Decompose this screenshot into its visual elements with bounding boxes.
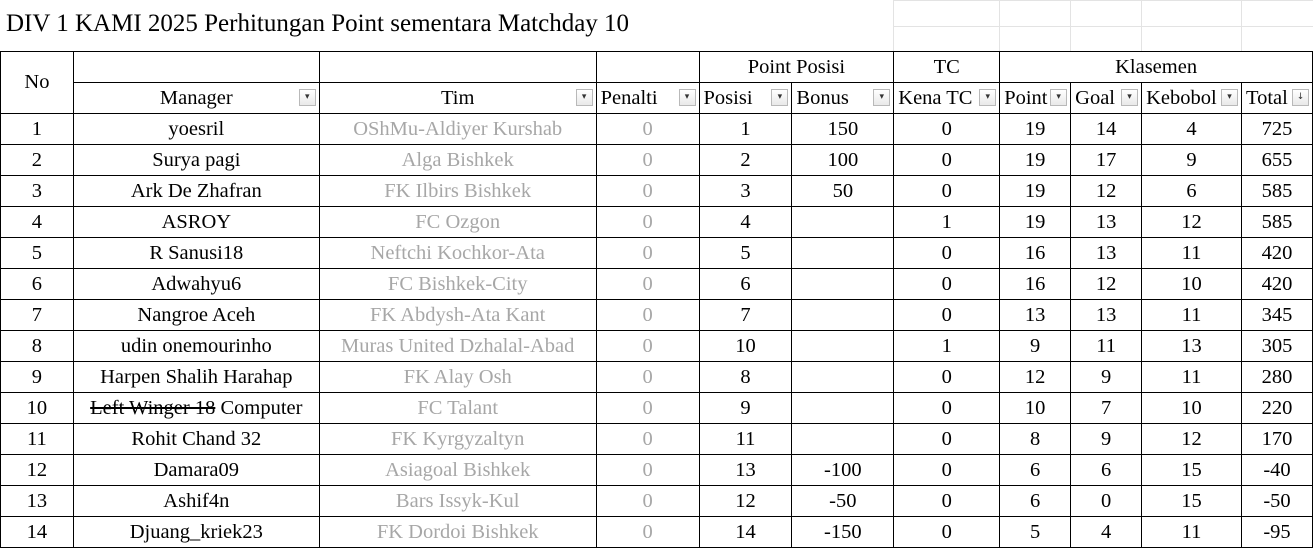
header-blank-manager — [73, 52, 319, 83]
cell-kena-tc[interactable]: 1 — [894, 331, 1000, 362]
cell-kebobol[interactable]: 11 — [1142, 362, 1242, 393]
cell-goal[interactable]: 17 — [1071, 145, 1142, 176]
cell-goal[interactable]: 9 — [1071, 424, 1142, 455]
header-penalti — [596, 83, 699, 114]
cell-bonus[interactable]: 150 — [792, 114, 894, 145]
cell-bonus[interactable]: 100 — [792, 145, 894, 176]
cell-total[interactable]: -50 — [1241, 486, 1312, 517]
group-header-row — [1, 52, 1313, 83]
cell-no[interactable]: 5 — [1, 238, 74, 269]
header-blank-tim — [319, 52, 596, 83]
cell-total[interactable]: 420 — [1241, 238, 1312, 269]
cell-posisi[interactable]: 7 — [699, 300, 792, 331]
table-row — [1, 424, 1313, 455]
cell-kena-tc[interactable]: 0 — [894, 238, 1000, 269]
cell-penalti[interactable]: 0 — [596, 176, 699, 207]
cell-point[interactable]: 9 — [1000, 331, 1071, 362]
cell-tim[interactable]: FK Kyrgyzaltyn — [319, 424, 596, 455]
filter-dropdown-icon[interactable]: ▾ — [873, 89, 890, 106]
cell-kena-tc[interactable]: 1 — [894, 207, 1000, 238]
cell-bonus[interactable] — [792, 238, 894, 269]
cell-total[interactable]: 655 — [1241, 145, 1312, 176]
cell-total[interactable]: 220 — [1241, 393, 1312, 424]
cell-manager[interactable]: Surya pagi — [73, 145, 319, 176]
filter-dropdown-icon[interactable]: ▾ — [1050, 89, 1067, 106]
cell-kebobol[interactable]: 15 — [1142, 455, 1242, 486]
cell-goal[interactable]: 4 — [1071, 517, 1142, 548]
cell-bonus[interactable] — [792, 362, 894, 393]
cell-point[interactable]: 6 — [1000, 455, 1071, 486]
cell-penalti[interactable]: 0 — [596, 517, 699, 548]
header-kebobol-label: Kebobol — [1146, 86, 1217, 109]
table-row — [1, 331, 1313, 362]
header-manager-label: Manager — [159, 86, 233, 109]
cell-kebobol[interactable]: 6 — [1142, 176, 1242, 207]
table-row — [1, 486, 1313, 517]
table-row — [1, 114, 1313, 145]
header-kena-tc-label: Kena TC — [898, 86, 973, 109]
standings-table — [0, 51, 1313, 548]
cell-penalti[interactable]: 0 — [596, 300, 699, 331]
header-point — [1000, 83, 1071, 114]
header-blank-penalti — [596, 52, 699, 83]
cell-kena-tc[interactable]: 0 — [894, 114, 1000, 145]
cell-kebobol[interactable]: 13 — [1142, 331, 1242, 362]
filter-dropdown-icon[interactable]: ▾ — [1121, 89, 1138, 106]
cell-kena-tc[interactable]: 0 — [894, 269, 1000, 300]
table-row — [1, 362, 1313, 393]
cell-tim[interactable]: Muras United Dzhalal-Abad — [319, 331, 596, 362]
manager-name: Computer — [220, 396, 303, 419]
cell-posisi[interactable]: 13 — [699, 455, 792, 486]
cell-manager[interactable]: udin onemourinho — [73, 331, 319, 362]
header-tim — [319, 83, 596, 114]
header-manager — [73, 83, 319, 114]
filter-dropdown-icon[interactable]: ▾ — [576, 89, 593, 106]
cell-tim[interactable]: Neftchi Kochkor-Ata — [319, 238, 596, 269]
table-body — [1, 114, 1313, 548]
cell-point[interactable]: 19 — [1000, 176, 1071, 207]
cell-total[interactable]: 280 — [1241, 362, 1312, 393]
cell-no[interactable]: 10 — [1, 393, 74, 424]
cell-bonus[interactable] — [792, 269, 894, 300]
table-row — [1, 269, 1313, 300]
cell-tim[interactable]: FC Bishkek-City — [319, 269, 596, 300]
header-goal — [1071, 83, 1142, 114]
cell-posisi[interactable]: 11 — [699, 424, 792, 455]
cell-penalti[interactable]: 0 — [596, 393, 699, 424]
table-row — [1, 300, 1313, 331]
header-tim-label: Tim — [440, 86, 475, 109]
cell-posisi[interactable]: 10 — [699, 331, 792, 362]
cell-point[interactable]: 12 — [1000, 362, 1071, 393]
cell-point[interactable]: 19 — [1000, 145, 1071, 176]
cell-total[interactable]: 585 — [1241, 176, 1312, 207]
cell-manager[interactable]: Harpen Shalih Harahap — [73, 362, 319, 393]
cell-penalti[interactable]: 0 — [596, 455, 699, 486]
cell-tim[interactable]: FC Talant — [319, 393, 596, 424]
cell-no[interactable]: 9 — [1, 362, 74, 393]
sheet-title: DIV 1 KAMI 2025 Perhitungan Point sementara Matchday 10 — [6, 10, 630, 37]
table-row — [1, 176, 1313, 207]
cell-point[interactable]: 13 — [1000, 300, 1071, 331]
cell-kebobol[interactable]: 11 — [1142, 300, 1242, 331]
cell-manager[interactable]: Ashif4n — [73, 486, 319, 517]
cell-no[interactable]: 1 — [1, 114, 74, 145]
cell-no[interactable]: 3 — [1, 176, 74, 207]
cell-bonus[interactable] — [792, 207, 894, 238]
cell-penalti[interactable]: 0 — [596, 114, 699, 145]
cell-no[interactable]: 14 — [1, 517, 74, 548]
cell-point[interactable]: 16 — [1000, 269, 1071, 300]
cell-manager[interactable]: Nangroe Aceh — [73, 300, 319, 331]
cell-manager[interactable]: Damara09 — [73, 455, 319, 486]
cell-penalti[interactable]: 0 — [596, 486, 699, 517]
filter-dropdown-icon[interactable]: ▾ — [679, 89, 696, 106]
cell-manager[interactable]: Adwahyu6 — [73, 269, 319, 300]
cell-posisi[interactable]: 2 — [699, 145, 792, 176]
cell-total[interactable]: 585 — [1241, 207, 1312, 238]
cell-tim[interactable]: OShMu-Aldiyer Kurshab — [319, 114, 596, 145]
table-row — [1, 393, 1313, 424]
cell-posisi[interactable]: 9 — [699, 393, 792, 424]
cell-bonus[interactable] — [792, 331, 894, 362]
cell-bonus[interactable] — [792, 300, 894, 331]
header-posisi-label: Posisi — [703, 86, 753, 109]
cell-penalti[interactable]: 0 — [596, 145, 699, 176]
cell-bonus[interactable] — [792, 424, 894, 455]
cell-goal[interactable]: 12 — [1071, 269, 1142, 300]
header-total — [1241, 83, 1312, 114]
cell-bonus[interactable]: -50 — [792, 486, 894, 517]
header-no: No — [1, 52, 74, 114]
cell-kena-tc[interactable]: 0 — [894, 424, 1000, 455]
cell-posisi[interactable]: 4 — [699, 207, 792, 238]
cell-tim[interactable]: FC Ozgon — [319, 207, 596, 238]
cell-no[interactable]: 8 — [1, 331, 74, 362]
cell-tim[interactable]: Bars Issyk-Kul — [319, 486, 596, 517]
cell-posisi[interactable]: 3 — [699, 176, 792, 207]
cell-total[interactable]: 345 — [1241, 300, 1312, 331]
cell-goal[interactable]: 9 — [1071, 362, 1142, 393]
cell-bonus[interactable]: -150 — [792, 517, 894, 548]
cell-penalti[interactable]: 0 — [596, 207, 699, 238]
cell-penalti[interactable]: 0 — [596, 269, 699, 300]
cell-kebobol[interactable]: 9 — [1142, 145, 1242, 176]
cell-penalti[interactable]: 0 — [596, 424, 699, 455]
cell-tim[interactable]: Asiagoal Bishkek — [319, 455, 596, 486]
cell-bonus[interactable]: 50 — [792, 176, 894, 207]
cell-kebobol[interactable]: 10 — [1142, 393, 1242, 424]
cell-goal[interactable]: 13 — [1071, 207, 1142, 238]
cell-point[interactable]: 19 — [1000, 207, 1071, 238]
cell-goal[interactable]: 14 — [1071, 114, 1142, 145]
table-row — [1, 517, 1313, 548]
cell-goal[interactable]: 7 — [1071, 393, 1142, 424]
table-row — [1, 455, 1313, 486]
cell-manager[interactable]: yoesril — [73, 114, 319, 145]
cell-goal[interactable]: 11 — [1071, 331, 1142, 362]
cell-manager[interactable]: Djuang_kriek23 — [73, 517, 319, 548]
header-point-label: Point — [1004, 86, 1048, 109]
cell-kena-tc[interactable]: 0 — [894, 362, 1000, 393]
cell-kebobol[interactable]: 10 — [1142, 269, 1242, 300]
cell-no[interactable]: 6 — [1, 269, 74, 300]
cell-tim[interactable]: FK Alay Osh — [319, 362, 596, 393]
cell-goal[interactable]: 0 — [1071, 486, 1142, 517]
cell-total[interactable]: 305 — [1241, 331, 1312, 362]
cell-tim[interactable]: FK Ilbirs Bishkek — [319, 176, 596, 207]
cell-penalti[interactable]: 0 — [596, 362, 699, 393]
cell-manager[interactable]: Ark De Zhafran — [73, 176, 319, 207]
cell-penalti[interactable]: 0 — [596, 238, 699, 269]
cell-total[interactable]: 725 — [1241, 114, 1312, 145]
cell-kena-tc[interactable]: 0 — [894, 176, 1000, 207]
column-header-row — [1, 83, 1313, 114]
cell-point[interactable]: 6 — [1000, 486, 1071, 517]
table-row — [1, 145, 1313, 176]
header-kebobol — [1142, 83, 1242, 114]
cell-kena-tc[interactable]: 0 — [894, 393, 1000, 424]
cell-posisi[interactable]: 8 — [699, 362, 792, 393]
cell-goal[interactable]: 13 — [1071, 300, 1142, 331]
cell-kebobol[interactable]: 11 — [1142, 517, 1242, 548]
sort-descending-icon[interactable]: ↓ — [1292, 89, 1309, 106]
cell-total[interactable]: 420 — [1241, 269, 1312, 300]
cell-posisi[interactable]: 5 — [699, 238, 792, 269]
group-header-tc: TC — [894, 52, 1000, 83]
cell-kebobol[interactable]: 11 — [1142, 238, 1242, 269]
cell-goal[interactable]: 13 — [1071, 238, 1142, 269]
cell-manager[interactable]: R Sanusi18 — [73, 238, 319, 269]
group-header-point-posisi: Point Posisi — [699, 52, 894, 83]
header-bonus — [792, 83, 894, 114]
cell-kena-tc[interactable]: 0 — [894, 486, 1000, 517]
cell-kena-tc[interactable]: 0 — [894, 517, 1000, 548]
cell-point[interactable]: 8 — [1000, 424, 1071, 455]
cell-posisi[interactable]: 1 — [699, 114, 792, 145]
cell-no[interactable]: 4 — [1, 207, 74, 238]
header-bonus-label: Bonus — [796, 86, 849, 109]
cell-tim[interactable]: FK Abdysh-Ata Kant — [319, 300, 596, 331]
cell-manager[interactable]: Rohit Chand 32 — [73, 424, 319, 455]
cell-kebobol[interactable]: 12 — [1142, 424, 1242, 455]
cell-point[interactable]: 5 — [1000, 517, 1071, 548]
cell-kena-tc[interactable]: 0 — [894, 455, 1000, 486]
header-penalti-label: Penalti — [600, 86, 658, 109]
cell-tim[interactable]: Alga Bishkek — [319, 145, 596, 176]
cell-kebobol[interactable]: 12 — [1142, 207, 1242, 238]
header-goal-label: Goal — [1075, 86, 1115, 109]
cell-kebobol[interactable]: 4 — [1142, 114, 1242, 145]
cell-goal[interactable]: 12 — [1071, 176, 1142, 207]
filter-dropdown-icon[interactable]: ▾ — [299, 89, 316, 106]
cell-kena-tc[interactable]: 0 — [894, 145, 1000, 176]
cell-no[interactable]: 13 — [1, 486, 74, 517]
header-kena-tc — [894, 83, 1000, 114]
cell-total[interactable]: -95 — [1241, 517, 1312, 548]
cell-no[interactable]: 7 — [1, 300, 74, 331]
cell-posisi[interactable]: 14 — [699, 517, 792, 548]
cell-manager[interactable]: ASROY — [73, 207, 319, 238]
filter-dropdown-icon[interactable]: ▾ — [1221, 89, 1238, 106]
cell-bonus[interactable]: -100 — [792, 455, 894, 486]
cell-bonus[interactable] — [792, 393, 894, 424]
table-row — [1, 238, 1313, 269]
cell-posisi[interactable]: 6 — [699, 269, 792, 300]
cell-manager[interactable] — [73, 393, 319, 424]
cell-no[interactable]: 12 — [1, 455, 74, 486]
cell-total[interactable]: 170 — [1241, 424, 1312, 455]
cell-no[interactable]: 11 — [1, 424, 74, 455]
struck-manager-name: Left Winger 18 — [90, 396, 216, 419]
empty-grid-area — [893, 0, 1313, 52]
header-total-label: Total — [1245, 86, 1288, 109]
group-header-klasemen: Klasemen — [1000, 52, 1313, 83]
table-row — [1, 207, 1313, 238]
cell-no[interactable]: 2 — [1, 145, 74, 176]
filter-dropdown-icon[interactable]: ▾ — [979, 89, 996, 106]
cell-point[interactable]: 10 — [1000, 393, 1071, 424]
header-posisi — [699, 83, 792, 114]
cell-point[interactable]: 16 — [1000, 238, 1071, 269]
cell-penalti[interactable]: 0 — [596, 331, 699, 362]
cell-kena-tc[interactable]: 0 — [894, 300, 1000, 331]
filter-dropdown-icon[interactable]: ▾ — [771, 89, 788, 106]
cell-total[interactable]: -40 — [1241, 455, 1312, 486]
cell-tim[interactable]: FK Dordoi Bishkek — [319, 517, 596, 548]
cell-posisi[interactable]: 12 — [699, 486, 792, 517]
cell-point[interactable]: 19 — [1000, 114, 1071, 145]
cell-kebobol[interactable]: 15 — [1142, 486, 1242, 517]
cell-goal[interactable]: 6 — [1071, 455, 1142, 486]
